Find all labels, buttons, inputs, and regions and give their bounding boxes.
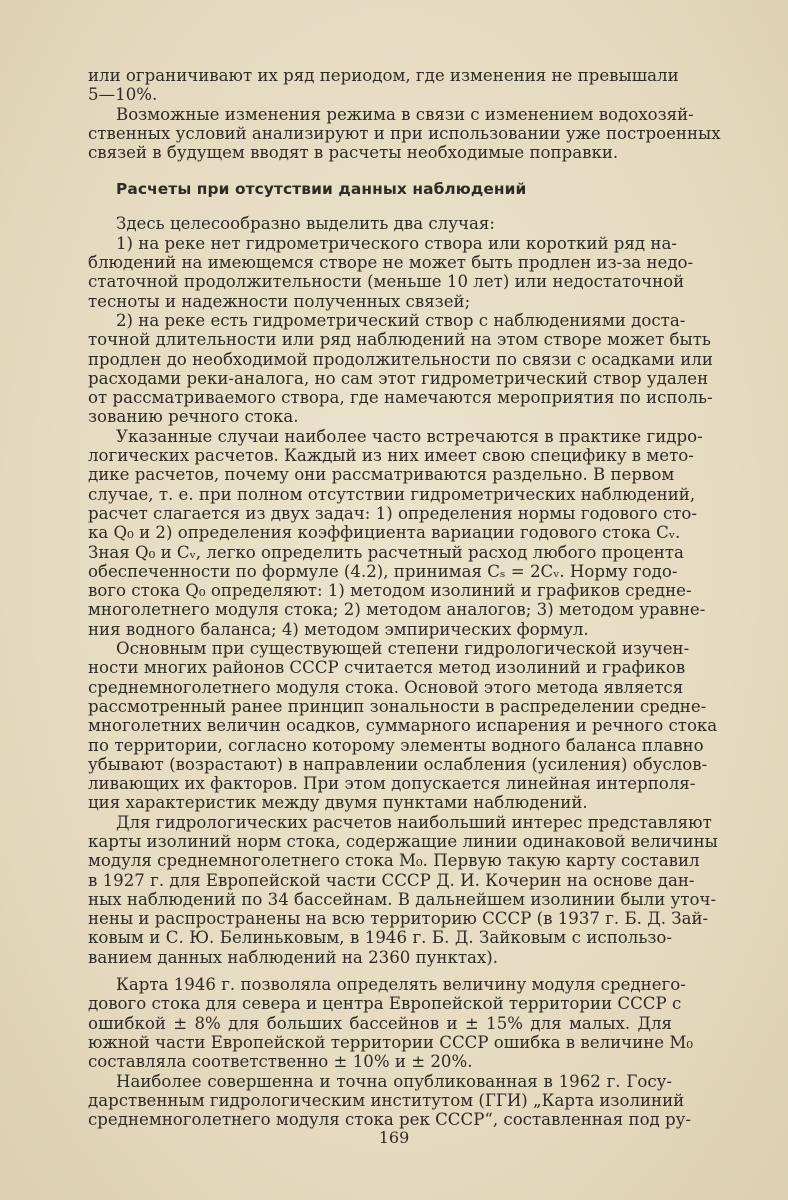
text-line: южной части Европейской территории СССР ошибка в величине M₀ [88, 1032, 693, 1052]
paragraph-gap [88, 967, 672, 975]
text-line: или ограничивают их ряд периодом, где изменения не превышали [88, 66, 679, 85]
text-line: ка Q₀ и 2) определения коэффициента вариации годового стока Cᵥ. [88, 523, 681, 543]
text-line: дового стока для севера и центра Европейской территории СССР с [88, 994, 682, 1014]
text-line: Основным при существующей степени гидрологической изучен- [116, 639, 690, 659]
text-line: точной длительности или ряд наблюдений на этом створе может быть [88, 330, 711, 350]
text-line: по территории, согласно которому элементы водного баланса плавно [88, 735, 704, 755]
text-line: обеспеченности по формуле (4.2), принимая Cₛ = 2Cᵥ. Норму годо- [88, 561, 678, 581]
text-line: рассмотренный ранее принцип зональности в распределении средне- [88, 696, 707, 716]
page-text [88, 66, 721, 1130]
text-line: Возможные изменения режима в связи с изменением водохозяй- [116, 104, 694, 124]
text-line: Здесь целесообразно выделить два случая: [116, 214, 495, 234]
text-line: ковым и С. Ю. Белиньковым, в 1946 г. Б. Д. Зайковым с использо- [88, 928, 672, 948]
text-line: Указанные случаи наиболее часто встречаются в практике гидро- [116, 426, 703, 446]
text-line: модуля среднемноголетнего стока M₀. Первую такую карту составил [88, 851, 700, 871]
text-line: многолетних величин осадков, суммарного испарения и речного стока [88, 716, 718, 736]
text-line: нены и распространены на всю территорию СССР (в 1937 г. Б. Д. Зай- [88, 909, 709, 929]
text-line: 1) на реке нет гидрометрического створа или короткий ряд на- [116, 233, 677, 253]
text-line: логических расчетов. Каждый из них имеет свою специфику в мето- [88, 446, 694, 466]
text-line: ных наблюдений по 34 бассейнам. В дальнейшем изолинии были уточ- [88, 889, 717, 909]
text-line: расчет слагается из двух задач: 1) определения нормы годового сто- [88, 503, 698, 523]
text-line: дике расчетов, почему они рассматриваются раздельно. В первом [88, 465, 675, 485]
text-line: тесноты и надежности полученных связей; [88, 291, 471, 311]
text-line: связей в будущем вводят в расчеты необходимые поправки. [88, 143, 619, 163]
text-line: вого стока Q₀ определяют: 1) методом изолиний и графиков средне- [88, 581, 692, 601]
text-line: статочной продолжительности (меньше 10 лет) или недостаточной [88, 272, 685, 292]
text-line: ственных условий анализируют и при использовании уже построенных [88, 123, 721, 143]
text-line: Карта 1946 г. позволяла определять величину модуля среднего- [116, 975, 686, 995]
text-line: зованию речного стока. [88, 407, 299, 427]
text-line: ния водного баланса; 4) методом эмпирических формул. [88, 619, 589, 639]
text-line: составляла соответственно ± 10% и ± 20%. [88, 1052, 473, 1072]
text-line: Для гидрологических расчетов наибольший интерес представляют [116, 812, 712, 832]
text-line: расходами реки-аналога, но сам этот гидрометрический створ удален [88, 368, 709, 388]
text-line: карты изолиний норм стока, содержащие линии одинаковой величины [88, 831, 718, 851]
text-line: ция характеристик между двумя пунктами наблюдений. [88, 793, 588, 813]
text-line: Зная Q₀ и Cᵥ, легко определить расчетный расход любого процента [88, 542, 684, 562]
text-line: среднемноголетнего модуля стока. Основой этого метода является [88, 677, 684, 697]
text-line: блюдений на имеющемся створе не может быть продлен из-за недо- [88, 253, 694, 273]
text-line: в 1927 г. для Европейской части СССР Д. И. Кочерин на основе дан- [88, 870, 695, 890]
text-line: 2) на реке есть гидрометрический створ с наблюдениями доста- [116, 310, 686, 330]
text-line: среднемноголетнего модуля стока рек СССР“, составленная под ру- [88, 1110, 692, 1130]
section-heading: Расчеты при отсутствии данных наблюдений [116, 180, 527, 199]
text-line: от рассматриваемого створа, где намечаются мероприятия по исполь- [88, 388, 713, 408]
text-line: ливающих их факторов. При этом допускается линейная интерполя- [88, 774, 696, 794]
text-line: многолетнего модуля стока; 2) методом аналогов; 3) методом уравне- [88, 600, 706, 620]
text-line: случае, т. е. при полном отсутствии гидрометрических наблюдений, [88, 484, 696, 504]
text-line: ности многих районов СССР считается метод изолиний и графиков [88, 658, 686, 678]
text-line: ошибкой ± 8% для больших бассейнов и ± 15% для малых. Для [88, 1013, 672, 1033]
text-line: продлен до необходимой продолжительности по связи с осадками или [88, 349, 713, 369]
text-line: 5—10%. [88, 85, 158, 105]
page-number: 169 [378, 1128, 410, 1147]
text-line: убывают (возрастают) в направлении ослабления (усиления) обуслов- [88, 754, 708, 774]
text-line: дарственным гидрологическим институтом (ГГИ) „Карта изолиний [88, 1090, 685, 1110]
text-line: ванием данных наблюдений на 2360 пунктах). [88, 947, 499, 967]
text-line: Наиболее совершенна и точна опубликованная в 1962 г. Госу- [116, 1071, 672, 1091]
